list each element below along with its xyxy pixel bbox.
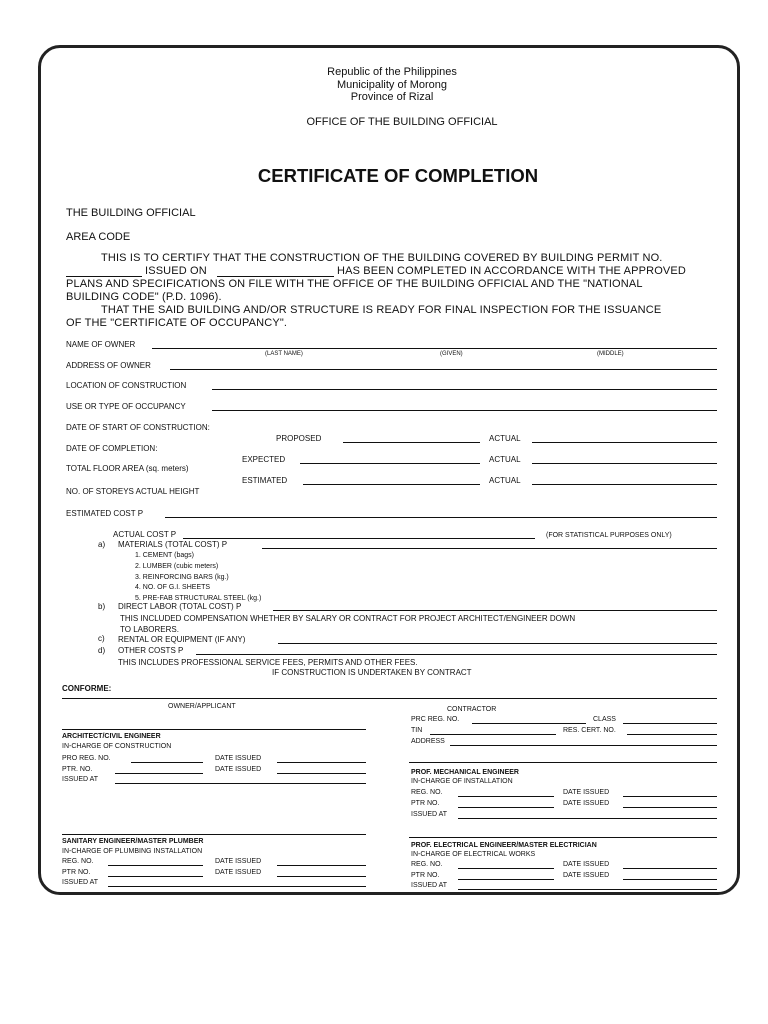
use-type-field[interactable] (212, 410, 717, 411)
proposed-field[interactable] (343, 442, 480, 443)
prc-reg-label: PRC REG. NO. (411, 716, 460, 723)
date-start-label: DATE OF START OF CONSTRUCTION: (66, 423, 210, 432)
location-label: LOCATION OF CONSTRUCTION (66, 381, 187, 390)
cert-text-line1: THIS IS TO CERTIFY THAT THE CONSTRUCTION OF THE BUILDING COVERED BY BUILDING PERMIT NO. (101, 252, 663, 264)
res-cert-label: RES. CERT. NO. (563, 727, 616, 734)
architect-date-issued-field-1[interactable] (277, 762, 366, 763)
electrical-date-issued-field-2[interactable] (623, 879, 717, 880)
expected-field[interactable] (300, 463, 480, 464)
sanitary-reg-field[interactable] (108, 865, 203, 866)
actual-field-2[interactable] (532, 463, 717, 464)
tin-field[interactable] (430, 734, 556, 735)
sanitary-issued-at-label: ISSUED AT (62, 879, 99, 886)
class-field[interactable] (623, 723, 717, 724)
ready-text-line1: THAT THE SAID BUILDING AND/OR STRUCTURE IS READY FOR FINAL INSPECTION FOR THE ISSUANCE (101, 304, 662, 316)
last-name-caption: (LAST NAME) (265, 351, 303, 357)
actual-label-3: ACTUAL (489, 476, 521, 485)
estimated-cost-field[interactable] (165, 517, 717, 518)
architect-ptr-label: PTR. NO. (62, 766, 93, 773)
architect-ptr-field[interactable] (115, 773, 203, 774)
actual-cost-field[interactable] (183, 538, 535, 539)
office-title: OFFICE OF THE BUILDING OFFICIAL (306, 116, 498, 128)
conforme-line[interactable] (62, 698, 717, 699)
direct-labor-label: DIRECT LABOR (TOTAL COST) P (118, 602, 242, 611)
actual-cost-label: ACTUAL COST P (113, 530, 177, 539)
sanitary-date-issued-field-2[interactable] (277, 876, 366, 877)
middle-caption: (MIDDLE) (597, 351, 624, 357)
mechanical-reg-field[interactable] (458, 796, 554, 797)
use-type-label: USE OR TYPE OF OCCUPANCY (66, 402, 186, 411)
item-a-marker: a) (98, 540, 106, 549)
conforme-label: CONFORME: (62, 684, 112, 693)
mechanical-date-issued-label-1: DATE ISSUED (563, 789, 610, 796)
proposed-label: PROPOSED (276, 434, 322, 443)
estimated-cost-label: ESTIMATED COST P (66, 509, 144, 518)
architect-pro-reg-label: PRO REG. NO. (62, 755, 111, 762)
item-c-marker: c) (98, 634, 105, 643)
electrical-ptr-label: PTR NO. (411, 872, 440, 879)
mechanical-reg-label: REG. NO. (411, 789, 443, 796)
contract-note: IF CONSTRUCTION IS UNDERTAKEN BY CONTRACT (272, 668, 472, 677)
mechanical-issued-at-label: ISSUED AT (411, 811, 448, 818)
item-b-marker: b) (98, 602, 106, 611)
date-completion-label: DATE OF COMPLETION: (66, 444, 158, 453)
mechanical-signature-line[interactable] (409, 762, 717, 763)
labor-note-line2: TO LABORERS. (120, 625, 179, 634)
other-costs-field[interactable] (196, 654, 717, 655)
architect-date-issued-label-1: DATE ISSUED (215, 755, 262, 762)
material-rebar: 3. REINFORCING BARS (kg.) (135, 574, 229, 581)
name-of-owner-field[interactable] (152, 348, 717, 349)
material-lumber: 2. LUMBER (cubic meters) (135, 563, 219, 570)
architect-subtitle: IN-CHARGE OF CONSTRUCTION (62, 743, 172, 750)
rental-field[interactable] (278, 643, 717, 644)
municipality-text: Municipality of Morong (336, 79, 448, 91)
expected-label: EXPECTED (242, 455, 286, 464)
item-d-marker: d) (98, 646, 106, 655)
sanitary-issued-at-field[interactable] (108, 886, 366, 887)
sanitary-signature-line[interactable] (62, 834, 366, 835)
sanitary-date-issued-field-1[interactable] (277, 865, 366, 866)
electrical-signature-line[interactable] (409, 837, 717, 838)
tin-label: TIN (411, 727, 423, 734)
rental-label: RENTAL OR EQUIPMENT (IF ANY) (118, 635, 246, 644)
other-costs-note: THIS INCLUDES PROFESSIONAL SERVICE FEES, PERMITS AND OTHER FEES. (118, 658, 418, 667)
architect-issued-at-field[interactable] (115, 783, 366, 784)
electrical-reg-label: REG. NO. (411, 861, 443, 868)
direct-labor-field[interactable] (273, 610, 717, 611)
mechanical-date-issued-field-1[interactable] (623, 796, 717, 797)
building-official-label: THE BUILDING OFFICIAL (66, 207, 196, 219)
actual-field-3[interactable] (532, 484, 717, 485)
cert-text-line3: PLANS AND SPECIFICATIONS ON FILE WITH THE OFFICE OF THE BUILDING OFFICIAL AND THE "NATIONAL (66, 278, 643, 290)
electrical-issued-at-field[interactable] (458, 889, 717, 890)
material-cement: 1. CEMENT (bags) (135, 552, 194, 559)
actual-field-1[interactable] (532, 442, 717, 443)
mechanical-ptr-field[interactable] (458, 807, 554, 808)
address-owner-label: ADDRESS OF OWNER (66, 361, 151, 370)
electrical-ptr-field[interactable] (458, 879, 554, 880)
address-owner-field[interactable] (170, 369, 717, 370)
prc-reg-field[interactable] (472, 723, 586, 724)
materials-label: MATERIALS (TOTAL COST) P (118, 540, 228, 549)
material-gi-sheets: 4. NO. OF G.I. SHEETS (135, 584, 211, 591)
sanitary-reg-label: REG. NO. (62, 858, 94, 865)
province-text: Province of Rizal (350, 91, 434, 103)
certificate-title: CERTIFICATE OF COMPLETION (257, 165, 539, 186)
estimated-field[interactable] (303, 484, 480, 485)
issued-on-blank[interactable] (217, 276, 334, 277)
sanitary-date-issued-label-2: DATE ISSUED (215, 869, 262, 876)
class-label: CLASS (593, 716, 616, 723)
address-label: ADDRESS (411, 738, 445, 745)
mechanical-ptr-label: PTR NO. (411, 800, 440, 807)
location-field[interactable] (212, 389, 717, 390)
completed-text: HAS BEEN COMPLETED IN ACCORDANCE WITH THE APPROVED (337, 265, 686, 277)
mechanical-title: PROF. MECHANICAL ENGINEER (411, 769, 519, 776)
mechanical-subtitle: IN-CHARGE OF INSTALLATION (411, 778, 513, 785)
mechanical-date-issued-label-2: DATE ISSUED (563, 800, 610, 807)
sanitary-date-issued-label-1: DATE ISSUED (215, 858, 262, 865)
address-field[interactable] (450, 745, 717, 746)
republic-text: Republic of the Philippines (327, 66, 457, 78)
sanitary-subtitle: IN-CHARGE OF PLUMBING INSTALLATION (62, 848, 203, 855)
name-of-owner-label: NAME OF OWNER (66, 340, 136, 349)
storeys-label: NO. OF STOREYS ACTUAL HEIGHT (66, 487, 200, 496)
architect-date-issued-field-2[interactable] (277, 773, 366, 774)
estimated-label: ESTIMATED (242, 476, 288, 485)
issued-on-label: ISSUED ON (145, 265, 207, 277)
labor-note-line1: THIS INCLUDED COMPENSATION WHETHER BY SALARY OR CONTRACT FOR PROJECT ARCHITECT/ENGINEER DOWN (120, 614, 576, 623)
material-steel: 5. PRE-FAB STRUCTURAL STEEL (kg.) (135, 595, 262, 602)
electrical-issued-at-label: ISSUED AT (411, 882, 448, 889)
electrical-date-issued-label-2: DATE ISSUED (563, 872, 610, 879)
architect-signature-line[interactable] (62, 729, 366, 730)
owner-applicant-caption: OWNER/APPLICANT (168, 703, 236, 710)
cert-text-line4: BUILDING CODE" (P.D. 1096). (66, 291, 222, 303)
mechanical-issued-at-field[interactable] (458, 818, 717, 819)
ready-text-line2: OF THE "CERTIFICATE OF OCCUPANCY". (66, 317, 288, 329)
electrical-title: PROF. ELECTRICAL ENGINEER/MASTER ELECTRICIAN (411, 842, 597, 849)
given-caption: (GIVEN) (440, 351, 463, 357)
electrical-date-issued-label-1: DATE ISSUED (563, 861, 610, 868)
sanitary-title: SANITARY ENGINEER/MASTER PLUMBER (62, 838, 204, 845)
architect-issued-at-label: ISSUED AT (62, 776, 99, 783)
architect-pro-reg-field[interactable] (131, 762, 203, 763)
other-costs-label: OTHER COSTS P (118, 646, 184, 655)
electrical-date-issued-field-1[interactable] (623, 868, 717, 869)
contractor-caption: CONTRACTOR (447, 706, 497, 713)
actual-label-1: ACTUAL (489, 434, 521, 443)
statistical-note: (FOR STATISTICAL PURPOSES ONLY) (546, 532, 672, 539)
sanitary-ptr-field[interactable] (108, 876, 203, 877)
mechanical-date-issued-field-2[interactable] (623, 807, 717, 808)
area-code-label: AREA CODE (66, 231, 131, 243)
architect-date-issued-label-2: DATE ISSUED (215, 766, 262, 773)
sanitary-ptr-label: PTR NO. (62, 869, 91, 876)
electrical-reg-field[interactable] (458, 868, 554, 869)
actual-label-2: ACTUAL (489, 455, 521, 464)
permit-no-blank[interactable] (66, 276, 142, 277)
architect-title: ARCHITECT/CIVIL ENGINEER (62, 733, 161, 740)
res-cert-field[interactable] (627, 734, 717, 735)
floor-area-label: TOTAL FLOOR AREA (sq. meters) (66, 464, 189, 473)
electrical-subtitle: IN-CHARGE OF ELECTRICAL WORKS (411, 851, 536, 858)
materials-field[interactable] (262, 548, 717, 549)
